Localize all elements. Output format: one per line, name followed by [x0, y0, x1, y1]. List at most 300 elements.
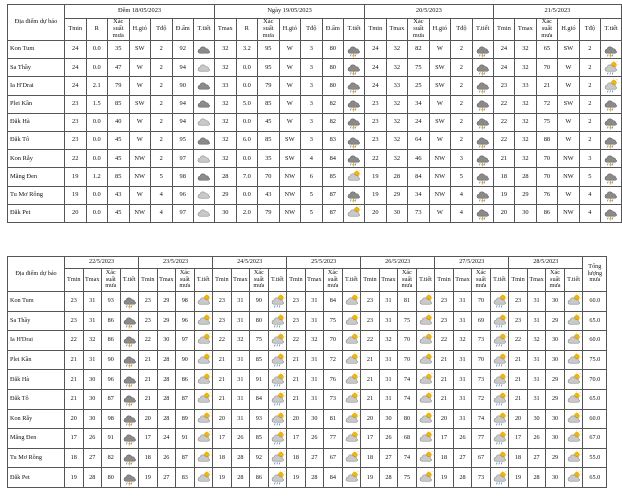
weather-cell [601, 186, 622, 204]
value-cell: NW [429, 168, 451, 186]
value-cell: 80 [322, 77, 344, 95]
value-cell: 86 [102, 331, 121, 351]
value-cell: SW [558, 41, 580, 59]
cloud-icon [194, 187, 214, 203]
value-cell: 94 [172, 59, 194, 77]
value-cell: 18 [213, 448, 232, 468]
total-rain-header: Tổng lượng mưa [583, 257, 607, 292]
value-cell: 0.0 [86, 131, 108, 149]
value-cell: 82 [322, 113, 344, 131]
weather-cell [601, 113, 622, 131]
column-header: Xác suất mưa [472, 269, 491, 292]
value-cell: 98 [102, 409, 121, 429]
sun-cloud-rain-icon [601, 78, 621, 94]
value-cell: 22 [287, 331, 306, 351]
value-cell: SW [129, 41, 151, 59]
value-cell: 75 [536, 113, 558, 131]
table-row [8, 292, 607, 312]
weather-cell [194, 168, 215, 186]
value-cell: 26 [231, 429, 250, 449]
value-cell: 2 [451, 131, 473, 149]
column-header: Tđộ [579, 19, 601, 41]
value-cell: 19 [365, 168, 387, 186]
sun-cloud-rain-icon [269, 430, 287, 446]
value-cell: 0.0 [236, 77, 258, 95]
value-cell: W [429, 204, 451, 222]
sun-cloud-icon [565, 372, 583, 388]
table-row [8, 350, 607, 370]
value-cell: 20 [65, 204, 87, 222]
value-cell: 31 [83, 292, 102, 312]
sun-cloud-rain-icon [269, 372, 287, 388]
value-cell: 5 [301, 186, 323, 204]
value-cell: W [558, 59, 580, 77]
weather-cell [416, 468, 435, 488]
weather-cell [472, 204, 493, 222]
column-header: Tmax [515, 19, 537, 41]
value-cell: 40 [108, 113, 130, 131]
value-cell: 6 [301, 168, 323, 186]
column-header: H.gió [558, 19, 580, 41]
column-header: Tđộ [451, 19, 473, 41]
value-cell: 26 [83, 429, 102, 449]
value-cell: 2 [579, 95, 601, 113]
weather-cell [194, 59, 215, 77]
value-cell: 22 [435, 331, 454, 351]
sun-cloud-rain-icon [491, 470, 509, 486]
value-cell: 96 [172, 186, 194, 204]
sun-cloud-rain-icon [491, 411, 509, 427]
value-cell: 34 [408, 95, 430, 113]
weather-cell [564, 409, 583, 429]
weather-cell [194, 311, 213, 331]
value-cell: 5 [151, 168, 173, 186]
overcast-icon [194, 78, 214, 94]
column-header: Tmax [83, 269, 102, 292]
weather-cell [194, 350, 213, 370]
value-cell: SW [429, 77, 451, 95]
sun-cloud-icon [417, 411, 435, 427]
value-cell: 45 [108, 204, 130, 222]
value-cell: 69 [472, 311, 491, 331]
value-cell: 70 [324, 331, 343, 351]
rain-cloud-icon [121, 430, 139, 446]
value-cell: 97 [172, 204, 194, 222]
location-cell: Măng Đen [8, 168, 65, 186]
weather-cell [472, 77, 493, 95]
value-cell: NW [279, 168, 301, 186]
value-cell: 4 [451, 186, 473, 204]
value-cell: 70 [472, 292, 491, 312]
weather-cell [564, 389, 583, 409]
rain-cloud-icon [344, 133, 364, 149]
location-cell: Đăk Pet [8, 468, 65, 488]
rain-cloud-icon [121, 391, 139, 407]
value-cell: 32 [515, 59, 537, 77]
value-cell: 82 [322, 95, 344, 113]
value-cell: 32 [215, 41, 237, 59]
value-cell: 22 [361, 331, 380, 351]
value-cell: 3 [301, 113, 323, 131]
weather-cell [490, 448, 509, 468]
value-cell: 85 [108, 95, 130, 113]
column-header: R [86, 19, 108, 41]
sun-cloud-icon [417, 352, 435, 368]
value-cell: 32 [215, 113, 237, 131]
column-header: Xác suất mưa [408, 19, 430, 41]
value-cell: 18 [361, 448, 380, 468]
total-rain-cell: 65.0 [583, 468, 607, 488]
weather-cell [342, 292, 361, 312]
value-cell: NW [558, 168, 580, 186]
sun-cloud-rain-icon [269, 470, 287, 486]
weather-cell [416, 448, 435, 468]
table-row [8, 77, 622, 95]
value-cell: 21 [435, 350, 454, 370]
value-cell: 3 [301, 59, 323, 77]
weather-cell [194, 370, 213, 390]
sun-cloud-rain-icon [491, 450, 509, 466]
value-cell: 22 [65, 150, 87, 168]
weather-cell [342, 350, 361, 370]
column-header: T.tiết [472, 19, 493, 41]
weather-cell [490, 429, 509, 449]
sun-cloud-icon [195, 352, 213, 368]
weather-cell [268, 370, 287, 390]
value-cell: 20 [435, 409, 454, 429]
forecast-table-long-range [7, 256, 607, 488]
value-cell: 23 [65, 113, 87, 131]
value-cell: 32 [379, 331, 398, 351]
overcast-icon [194, 96, 214, 112]
sun-cloud-icon [417, 313, 435, 329]
rain-cloud-icon [344, 151, 364, 167]
location-cell: Kon Tum [8, 292, 65, 312]
value-cell: 75 [408, 59, 430, 77]
table-row [8, 331, 607, 351]
value-cell: 84 [322, 150, 344, 168]
table-row [8, 389, 607, 409]
rain-cloud-icon [473, 114, 493, 130]
value-cell: 24 [493, 41, 515, 59]
value-cell: 28 [157, 370, 176, 390]
value-cell: 32 [527, 331, 546, 351]
value-cell: 70 [398, 350, 417, 370]
weather-cell [120, 448, 139, 468]
value-cell: 22 [493, 95, 515, 113]
value-cell: W [429, 95, 451, 113]
value-cell: 31 [83, 311, 102, 331]
value-cell: 22 [365, 150, 387, 168]
table-row [8, 113, 622, 131]
value-cell: W [129, 59, 151, 77]
value-cell: 22 [139, 331, 158, 351]
rain-cloud-icon [121, 450, 139, 466]
sun-cloud-rain-icon [491, 352, 509, 368]
weather-cell [344, 131, 365, 149]
value-cell: 85 [322, 168, 344, 186]
column-header: Tđộ [151, 19, 173, 41]
sun-cloud-icon [195, 372, 213, 388]
total-rain-cell: 65.0 [583, 389, 607, 409]
value-cell: 24 [65, 41, 87, 59]
weather-cell [344, 168, 365, 186]
column-header: T.tiết [564, 269, 583, 292]
value-cell: 84 [408, 168, 430, 186]
value-cell: 83 [322, 131, 344, 149]
weather-cell [268, 409, 287, 429]
rain-cloud-icon [344, 114, 364, 130]
value-cell: 28 [527, 468, 546, 488]
rain-cloud-icon [601, 187, 621, 203]
value-cell: 32 [305, 331, 324, 351]
value-cell: 23 [365, 131, 387, 149]
group-header: 26/5/2023 [361, 257, 435, 269]
value-cell: 32 [231, 331, 250, 351]
sun-cloud-rain-icon [269, 313, 287, 329]
rain-cloud-icon [473, 42, 493, 58]
value-cell: 31 [231, 292, 250, 312]
table-row [8, 131, 622, 149]
weather-cell [342, 468, 361, 488]
weather-cell [120, 389, 139, 409]
cloud-icon [194, 114, 214, 130]
weather-cell [472, 168, 493, 186]
value-cell: 30 [83, 389, 102, 409]
value-cell: 32 [386, 131, 408, 149]
value-cell: 72 [472, 389, 491, 409]
value-cell: 31 [453, 350, 472, 370]
value-cell: W [129, 186, 151, 204]
value-cell: 32 [515, 131, 537, 149]
value-cell: 0.0 [236, 186, 258, 204]
value-cell: 23 [65, 131, 87, 149]
weather-cell [564, 292, 583, 312]
weather-cell [344, 59, 365, 77]
rain-cloud-icon [473, 205, 493, 221]
weather-cell [268, 429, 287, 449]
rain-cloud-icon [473, 169, 493, 185]
value-cell: SW [429, 113, 451, 131]
weather-cell [416, 409, 435, 429]
weather-cell [344, 204, 365, 222]
rain-cloud-icon [601, 169, 621, 185]
value-cell: 31 [527, 292, 546, 312]
sun-cloud-icon [195, 313, 213, 329]
value-cell: 21 [435, 389, 454, 409]
sun-cloud-icon [417, 372, 435, 388]
value-cell: 29 [546, 370, 565, 390]
value-cell: 26 [527, 429, 546, 449]
value-cell: 20 [509, 409, 528, 429]
value-cell: 31 [379, 350, 398, 370]
weather-cell [120, 331, 139, 351]
value-cell: 21 [139, 370, 158, 390]
value-cell: 90 [250, 292, 269, 312]
value-cell: 21 [361, 370, 380, 390]
value-cell: 28 [83, 468, 102, 488]
value-cell: W [558, 186, 580, 204]
value-cell: 31 [453, 389, 472, 409]
value-cell: 17 [139, 429, 158, 449]
value-cell: 32 [453, 331, 472, 351]
value-cell: NW [279, 186, 301, 204]
value-cell: 21 [509, 389, 528, 409]
value-cell: NW [129, 150, 151, 168]
column-header: T.tiết [416, 269, 435, 292]
table-row [8, 168, 622, 186]
value-cell: 21 [65, 350, 84, 370]
value-cell: NW [558, 204, 580, 222]
location-cell: Kon Rẫy [8, 150, 65, 168]
value-cell: 97 [176, 331, 195, 351]
column-header: Tmin [493, 19, 515, 41]
column-header: T.tiết [120, 269, 139, 292]
value-cell: 30 [546, 429, 565, 449]
value-cell: 23 [65, 95, 87, 113]
value-cell: 31 [379, 389, 398, 409]
value-cell: 33 [515, 77, 537, 95]
value-cell: 21 [213, 389, 232, 409]
column-header: H.gió [279, 19, 301, 41]
weather-cell [194, 77, 215, 95]
rain-cloud-icon [121, 372, 139, 388]
value-cell: NW [558, 150, 580, 168]
column-header: T.tiết [194, 19, 215, 41]
value-cell: 29 [546, 389, 565, 409]
value-cell: 30 [215, 204, 237, 222]
value-cell: 20 [213, 409, 232, 429]
value-cell: 23 [139, 311, 158, 331]
rain-cloud-icon [121, 332, 139, 348]
value-cell: 31 [453, 292, 472, 312]
sun-cloud-icon [343, 352, 361, 368]
value-cell: 85 [258, 131, 280, 149]
weather-cell [490, 389, 509, 409]
value-cell: 21 [361, 350, 380, 370]
total-rain-cell: 67.0 [583, 429, 607, 449]
value-cell: W [279, 95, 301, 113]
weather-cell [416, 311, 435, 331]
value-cell: 1.2 [86, 168, 108, 186]
value-cell: 18 [287, 448, 306, 468]
sun-cloud-icon [417, 430, 435, 446]
sun-cloud-icon [417, 293, 435, 309]
value-cell: 28 [305, 468, 324, 488]
value-cell: 65 [536, 41, 558, 59]
value-cell: 20 [287, 409, 306, 429]
value-cell: 75 [398, 468, 417, 488]
value-cell: 45 [258, 113, 280, 131]
weather-cell [601, 150, 622, 168]
value-cell: 2 [579, 131, 601, 149]
sun-cloud-rain-icon [269, 391, 287, 407]
column-header: Xác suất mưa [324, 269, 343, 292]
total-rain-cell: 60.0 [583, 292, 607, 312]
value-cell: 32 [386, 113, 408, 131]
sun-cloud-rain-icon [269, 332, 287, 348]
weather-cell [416, 292, 435, 312]
value-cell: 21 [139, 350, 158, 370]
weather-cell [268, 350, 287, 370]
value-cell: 84 [250, 389, 269, 409]
value-cell: 93 [250, 409, 269, 429]
value-cell: 24 [65, 59, 87, 77]
location-cell: Măng Đen [8, 429, 65, 449]
column-header: T.tiết [601, 19, 622, 41]
value-cell: 91 [250, 370, 269, 390]
weather-cell [490, 468, 509, 488]
weather-cell [344, 113, 365, 131]
value-cell: 31 [231, 311, 250, 331]
weather-cell [194, 429, 213, 449]
value-cell: 0.0 [236, 113, 258, 131]
value-cell: 28 [231, 448, 250, 468]
location-cell: Đăk Hà [8, 113, 65, 131]
sun-cloud-icon [343, 450, 361, 466]
value-cell: 96 [102, 370, 121, 390]
weather-cell [472, 59, 493, 77]
column-header: Xác suất mưa [536, 19, 558, 41]
rain-cloud-icon [601, 96, 621, 112]
value-cell: 29 [386, 186, 408, 204]
value-cell: W [129, 113, 151, 131]
value-cell: 32 [215, 150, 237, 168]
value-cell: 31 [305, 370, 324, 390]
value-cell: 97 [172, 150, 194, 168]
weather-cell [120, 292, 139, 312]
value-cell: 23 [509, 311, 528, 331]
weather-cell [342, 311, 361, 331]
value-cell: 30 [83, 409, 102, 429]
column-header: Tmin [361, 269, 380, 292]
value-cell: 23 [213, 292, 232, 312]
corner-header: Địa điểm dự báo [8, 5, 65, 41]
weather-cell [472, 186, 493, 204]
group-header: 25/5/2023 [287, 257, 361, 269]
sun-cloud-icon [417, 450, 435, 466]
value-cell: 4 [579, 204, 601, 222]
value-cell: 22 [65, 331, 84, 351]
column-header: H.gió [429, 19, 451, 41]
value-cell: 91 [176, 429, 195, 449]
column-header: Tmin [435, 269, 454, 292]
sun-cloud-icon [195, 332, 213, 348]
table-row [8, 95, 622, 113]
value-cell: 87 [322, 204, 344, 222]
value-cell: 43 [108, 186, 130, 204]
value-cell: 2 [151, 77, 173, 95]
value-cell: 22 [509, 331, 528, 351]
value-cell: 30 [386, 204, 408, 222]
value-cell: 0.0 [86, 113, 108, 131]
value-cell: 79 [108, 77, 130, 95]
weather-cell [268, 331, 287, 351]
value-cell: 32 [83, 331, 102, 351]
value-cell: 21 [213, 370, 232, 390]
value-cell: 92 [250, 448, 269, 468]
value-cell: 19 [65, 468, 84, 488]
value-cell: 32 [386, 95, 408, 113]
value-cell: 33 [386, 77, 408, 95]
value-cell: W [558, 113, 580, 131]
table-row [8, 409, 607, 429]
value-cell: 85 [250, 429, 269, 449]
value-cell: 86 [102, 311, 121, 331]
weather-cell [490, 350, 509, 370]
value-cell: 75 [398, 311, 417, 331]
value-cell: 20 [65, 409, 84, 429]
